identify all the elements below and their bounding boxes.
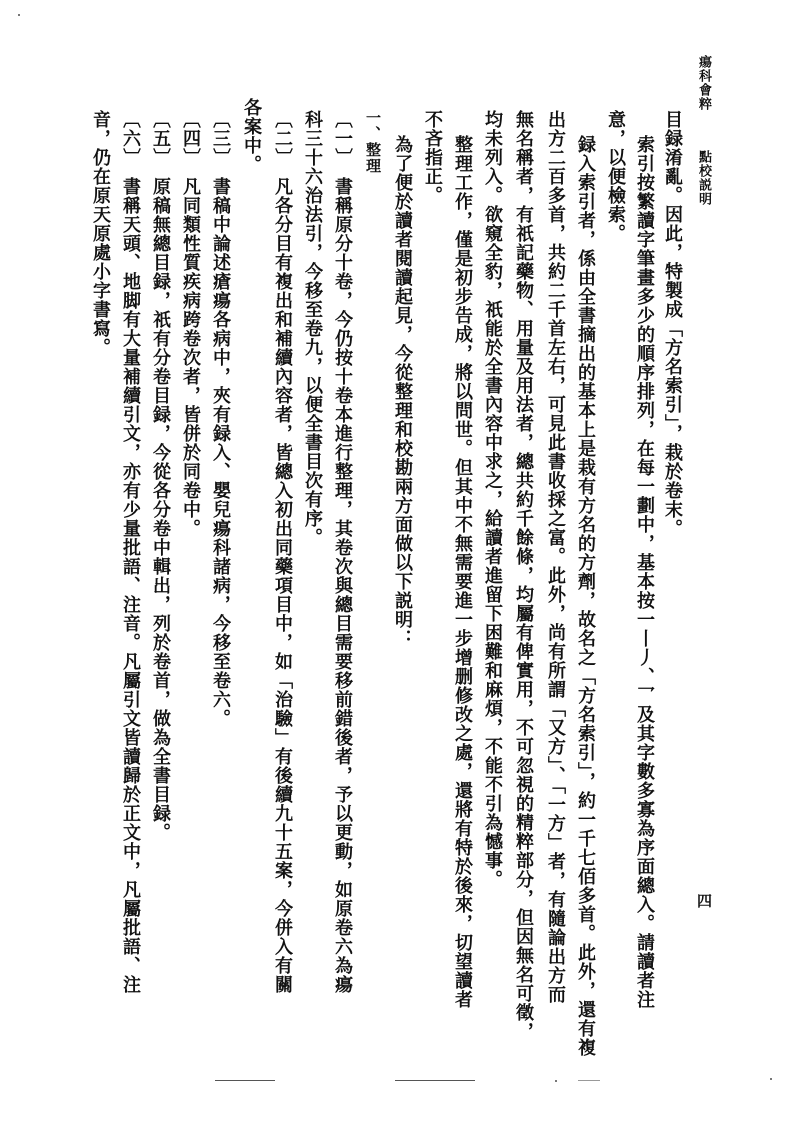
scan-dot <box>555 1080 557 1082</box>
scan-dot <box>18 14 20 16</box>
text-column: 音，仍在原天原處小字書寫。 <box>90 110 111 357</box>
page-number: 四 <box>695 893 713 909</box>
text-column: 〔三〕 書稿中論述瘡瘍各病中，夾有録入、嬰兒瘍科諸病，今移至卷六。 <box>210 110 231 728</box>
section-title: 點校説明 <box>696 150 711 206</box>
scan-mark <box>578 1080 600 1081</box>
text-column: 〔四〕 凡同類性質疾病跨卷次者，皆併於同卷中。 <box>180 110 201 538</box>
text-column: 索引按繁讀字筆畫多少的順序排列，在每一劃中，基本按一丨丿、乛及其字數多寡為序面總入。請讀者注 <box>634 135 655 1009</box>
scan-dot <box>770 1078 772 1080</box>
text-column: 〔六〕 書稱天頭、地脚有大量補續引文，亦有少量批語、注音。凡屬引文皆讀歸於正文中，凡屬批語、注 <box>120 110 141 994</box>
section-heading: 一、整理 <box>364 110 382 174</box>
text-column: 科三十六治法引，今移至卷九，以便全書目次有序。 <box>302 110 323 547</box>
text-column: 録入索引者，係由全書摘出的基本上是栽有方名的方劑，故名之「方名索引」，約一千七佰多首。此外，還有複 <box>575 135 596 1057</box>
text-column: 不吝指正。 <box>422 110 443 205</box>
text-column: 均未列入。欲窺全豹，祇能於全書內容中求之，給讀者進留下困難和麻煩，不能不引為憾事。 <box>482 110 503 889</box>
text-column: 各案中。 <box>241 98 262 174</box>
text-column: 為了便於讀者閱讀起見，今從整理和校勘兩方面做以下説明： <box>392 135 413 648</box>
text-column: 目録淆亂。因此，特製成「方名索引」，栽於卷末。 <box>662 110 683 538</box>
book-title: 瘍科會粹 <box>696 55 711 111</box>
text-column: 無名稱者，有祇記藥物、用量及用法者，總共約千餘條，均屬有俾實用，不可忽視的精粹部分，但因無名可徵， <box>513 110 534 1041</box>
text-column: 〔二〕 凡各分目有複出和補續內容者，皆總入初出同藥項目中，如「治驗」有後續九十五案，今併入有關 <box>272 110 293 994</box>
text-column: 整理工作，僅是初步告成，將以問世。但其中不無需要進一步增删修改之處，還將有特於後來，切望讀者 <box>452 135 473 1009</box>
text-column: 出方二百多首，共約二千首左右，可見此書收採之富。此外，尚有所謂「又方」、「一方」者，有隨論出方而 <box>545 110 566 1004</box>
scan-mark <box>215 1080 275 1081</box>
text-column: 〔五〕 原稿無總目録，祇有分卷目録，今從各分卷中輯出，列於卷首，做為全書目録。 <box>150 110 171 842</box>
text-column: 〔一〕 書稱原分十卷，今仍按十卷本進行整理，其卷次與總目需要移前錯後者，予以更動，如原卷六為瘍 <box>332 110 353 994</box>
text-column: 意，以便檢索。 <box>605 110 626 243</box>
scan-mark <box>395 1080 475 1081</box>
